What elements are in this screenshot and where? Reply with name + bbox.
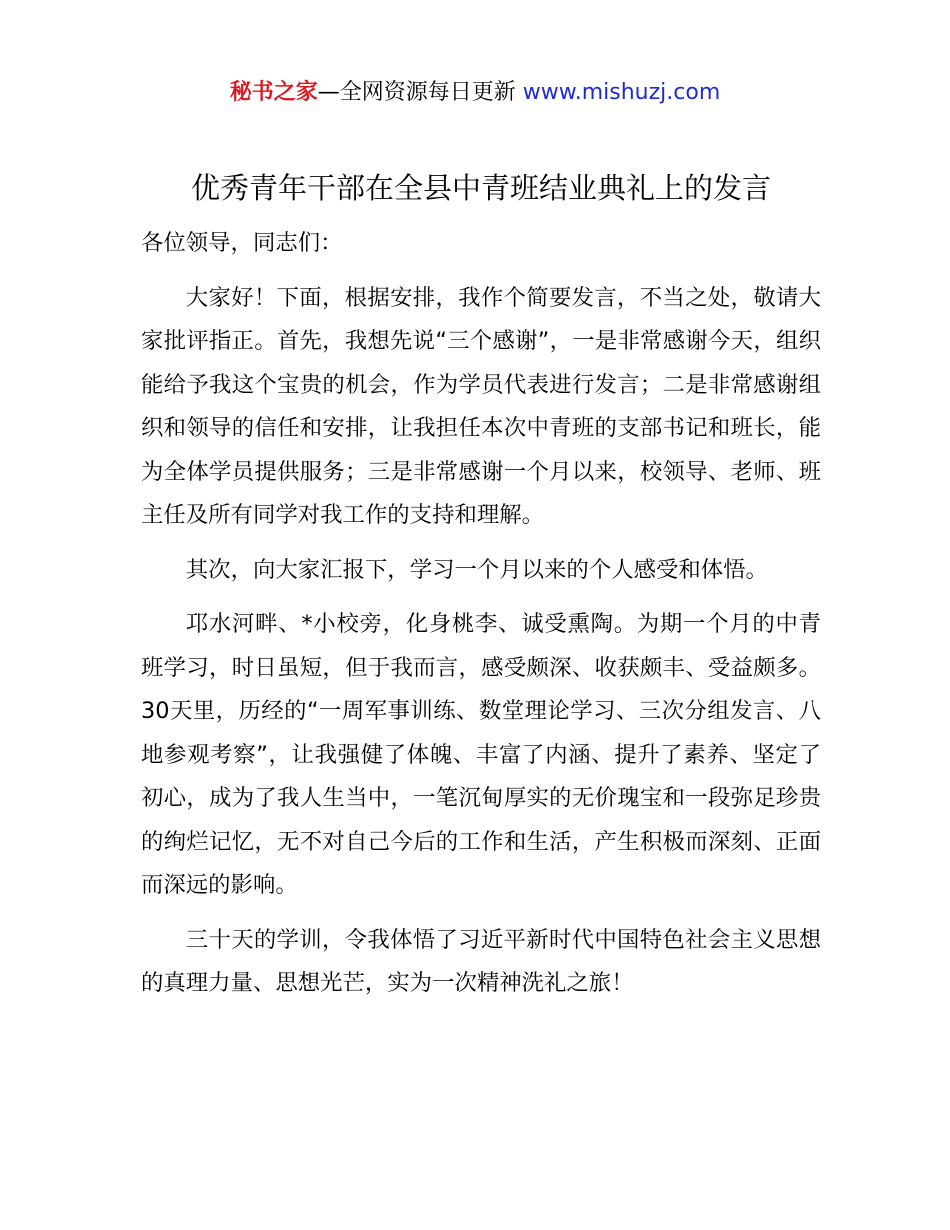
site-brand: 秘书之家 [229, 80, 318, 105]
salutation: 各位领导，同志们： [141, 230, 343, 256]
paragraph-study-experience: 邛水河畔、*小校旁，化身桃李、诚受熏陶。为期一个月的中青班学习，时日虽短，但于我而言，感受颇深、收获颇丰、受益颇多。30天里，历经的“一周军事训练、数堂理论学习、三次分组发言、八地参观考察”，让我强健了体魄、丰富了内涵、提升了素养、坚定了初心，成为了我人生当中，一笔沉甸厚实的无价瑰宝和一段弥足珍贵的绚烂记忆，无不对自己今后的工作和生活，产生积极而深刻、正面而深远的影响。 [141, 611, 821, 898]
paragraph-thanks: 大家好！下面，根据安排，我作个简要发言，不当之处，敬请大家批评指正。首先，我想先说“三个感谢”，一是非常感谢今天，组织能给予我这个宝贵的机会，作为学员代表进行发言；二是非常感谢组织和领导的信任和安排，让我担任本次中青班的支部书记和班长，能为全体学员提供服务；三是非常感谢一个月以来，校领导、老师、班主任及所有同学对我工作的支持和理解。 [141, 284, 821, 528]
site-header [0, 76, 950, 110]
site-tagline: —全网资源每日更新 [317, 80, 523, 105]
paragraph-report-intro: 其次，向大家汇报下，学习一个月以来的个人感受和体悟。 [185, 556, 768, 583]
paragraph-thought-insight: 三十天的学训，令我体悟了习近平新时代中国特色社会主义思想的真理力量、思想光芒，实为一次精神洗礼之旅！ [141, 926, 821, 996]
document-body [141, 222, 821, 1017]
document-title: 优秀青年干部在全县中青班结业典礼上的发言 [190, 171, 771, 205]
site-url-link[interactable]: www.mishuzj.com [522, 80, 721, 105]
